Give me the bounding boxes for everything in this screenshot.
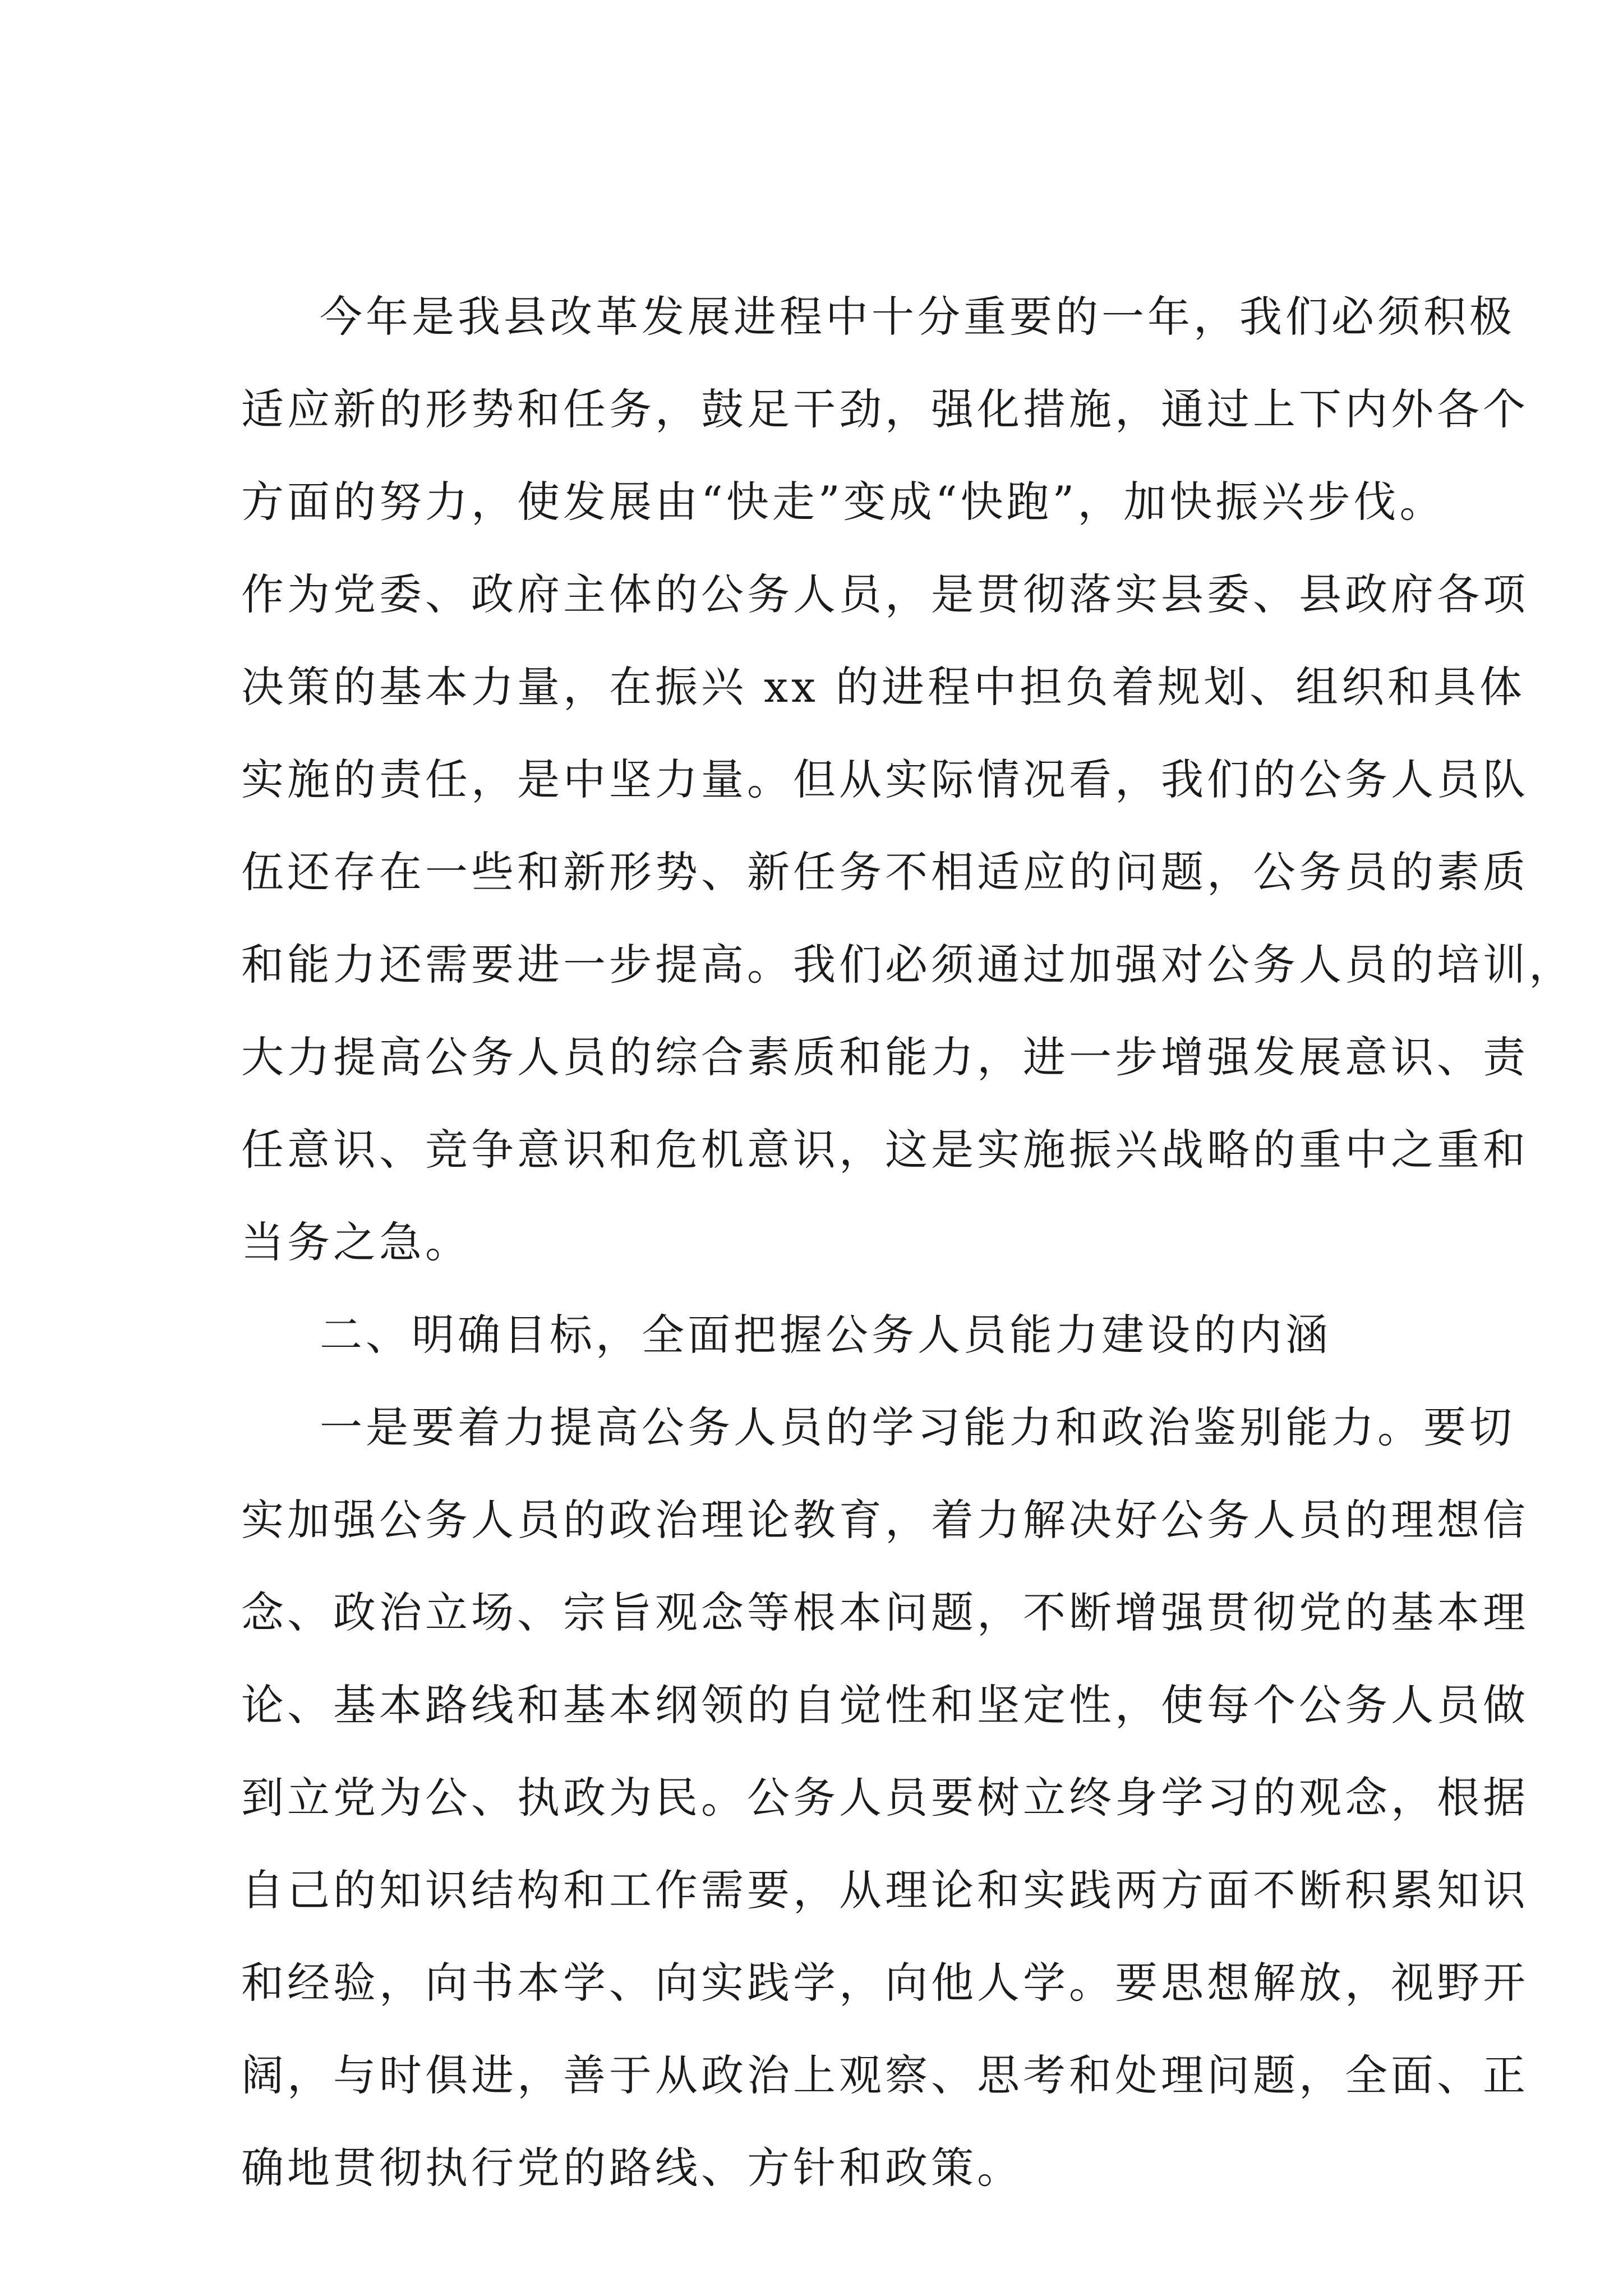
text-line: 伍还存在一些和新形势、新任务不相适应的问题，公务员的素质 xyxy=(241,847,1529,897)
text-line: 任意识、竞争意识和危机意识，这是实施振兴战略的重中之重和 xyxy=(241,1125,1529,1175)
text-line: 自己的知识结构和工作需要，从理论和实践两方面不断积累知识 xyxy=(241,1865,1529,1915)
text-line: 到立党为公、执政为民。公务人员要树立终身学习的观念，根据 xyxy=(241,1773,1529,1823)
text-line: 决策的基本力量，在振兴 xx 的进程中担负着规划、组织和具体 xyxy=(241,662,1526,712)
text-line: 大力提高公务人员的综合素质和能力，进一步增强发展意识、责 xyxy=(241,1032,1529,1082)
text-line: 和能力还需要进一步提高。我们必须通过加强对公务人员的培训， xyxy=(241,940,1575,990)
text-line: 当务之急。 xyxy=(241,1217,471,1267)
text-line: 一是要着力提高公务人员的学习能力和政治鉴别能力。要切 xyxy=(320,1402,1515,1452)
text-line: 今年是我县改革发展进程中十分重要的一年，我们必须积极 xyxy=(320,292,1515,342)
text-line: 确地贯彻执行党的路线、方针和政策。 xyxy=(241,2143,1023,2193)
text-line: 实加强公务人员的政治理论教育，着力解决好公务人员的理想信 xyxy=(241,1495,1529,1545)
text-line: 适应新的形势和任务，鼓足干劲，强化措施，通过上下内外各个 xyxy=(241,384,1529,434)
section-heading: 二、明确目标，全面把握公务人员能力建设的内涵 xyxy=(320,1310,1331,1360)
text-line: 和经验，向书本学、向实践学，向他人学。要思想解放，视野开 xyxy=(241,1958,1529,2008)
text-line: 念、政治立场、宗旨观念等根本问题，不断增强贯彻党的基本理 xyxy=(241,1588,1529,1637)
text-line: 作为党委、政府主体的公务人员，是贯彻落实县委、县政府各项 xyxy=(241,569,1529,619)
text-line: 实施的责任，是中坚力量。但从实际情况看，我们的公务人员队 xyxy=(241,754,1529,804)
text-line: 阔，与时俱进，善于从政治上观察、思考和处理问题，全面、正 xyxy=(241,2050,1529,2100)
text-line: 论、基本路线和基本纲领的自觉性和坚定性，使每个公务人员做 xyxy=(241,1680,1529,1730)
text-line: 方面的努力，使发展由“快走”变成“快跑”，加快振兴步伐。 xyxy=(241,477,1446,527)
